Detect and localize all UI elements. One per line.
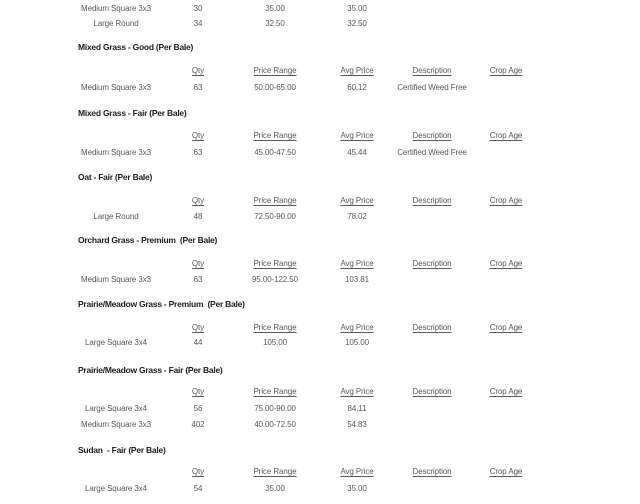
avg-price-cell: 105.00 [345,338,369,347]
avg-price-cell: 78.02 [347,212,367,221]
section-title: Mixed Grass - Fair (Per Bale) [78,108,187,118]
qty-column-header: Qty [191,387,205,396]
description-column-header: Description [412,259,452,268]
data-row [0,482,640,495]
qty-cell: 54 [193,484,203,493]
avg-price-cell: 84.11 [347,404,367,413]
item-cell: Medium Square 3x3 [81,83,151,92]
crop-age-column-header: Crop Age [489,131,523,140]
section-title-row [0,234,640,247]
crop-age-column-header: Crop Age [489,259,523,268]
price-range-column-header: Price Range [253,467,297,476]
section-title-row [0,41,640,54]
price-range-cell: 105.00 [263,338,287,347]
section-title: Prairie/Meadow Grass - Premium (Per Bale) [78,299,245,309]
qty-cell: 402 [191,420,205,429]
avg-price-cell: 45.44 [347,148,367,157]
avg-price-cell: 103.81 [345,275,369,284]
qty-cell: 34 [193,19,203,28]
price-range-column-header: Price Range [253,259,297,268]
avg-price-cell: 54.83 [347,420,367,429]
price-range-column-header: Price Range [253,66,297,75]
avg-price-cell: 60.12 [347,83,367,92]
section-title: Sudan - Fair (Per Bale) [78,445,166,455]
crop-age-column-header: Crop Age [489,467,523,476]
price-range-column-header: Price Range [253,131,297,140]
avg-price-cell: 32.50 [347,19,367,28]
section-title-row [0,298,640,311]
section-title: Oat - Fair (Per Bale) [78,172,153,182]
data-row [0,336,640,349]
price-range-column-header: Price Range [253,323,297,332]
crop-age-column-header: Crop Age [489,196,523,205]
description-column-header: Description [412,323,452,332]
data-row [0,146,640,159]
data-row [0,273,640,286]
column-header-row [0,465,640,478]
avg-price-column-header: Avg Price [340,131,374,140]
qty-column-header: Qty [191,259,205,268]
avg-price-cell: 35.00 [347,4,367,13]
item-cell: Large Square 3x4 [84,404,148,413]
column-header-row [0,129,640,142]
description-column-header: Description [412,387,452,396]
qty-cell: 44 [193,338,203,347]
qty-column-header: Qty [191,196,205,205]
price-range-cell: 35.00 [265,484,285,493]
item-cell: Medium Square 3x3 [81,148,151,157]
section-title: Prairie/Meadow Grass - Fair (Per Bale) [78,365,223,375]
description-column-header: Description [412,196,452,205]
avg-price-cell: 35.00 [347,484,367,493]
price-range-cell: 32.50 [265,19,285,28]
price-range-cell: 72.50-90.00 [254,212,296,221]
item-cell: Medium Square 3x3 [81,275,151,284]
qty-cell: 48 [193,212,203,221]
avg-price-column-header: Avg Price [340,196,374,205]
avg-price-column-header: Avg Price [340,387,374,396]
data-row [0,418,640,431]
price-range-cell: 45.00-47.50 [254,148,296,157]
avg-price-column-header: Avg Price [340,467,374,476]
qty-cell: 63 [193,275,203,284]
price-range-cell: 95.00-122.50 [252,275,298,284]
item-cell: Medium Square 3x3 [81,4,151,13]
section-title-row [0,171,640,184]
price-range-column-header: Price Range [253,387,297,396]
column-header-row [0,321,640,334]
data-row [0,17,640,30]
qty-cell: 30 [193,4,203,13]
crop-age-column-header: Crop Age [489,387,523,396]
item-cell: Large Square 3x4 [84,484,148,493]
crop-age-column-header: Crop Age [489,66,523,75]
item-cell: Large Round [93,19,139,28]
price-range-cell: 40.00-72.50 [254,420,296,429]
description-column-header: Description [412,66,452,75]
crop-age-column-header: Crop Age [489,323,523,332]
section-title-row [0,107,640,120]
item-cell: Medium Square 3x3 [81,420,151,429]
avg-price-column-header: Avg Price [340,66,374,75]
qty-column-header: Qty [191,323,205,332]
column-header-row [0,194,640,207]
data-row [0,81,640,94]
data-row [0,2,640,15]
section-title-row [0,364,640,377]
description-column-header: Description [412,131,452,140]
avg-price-column-header: Avg Price [340,323,374,332]
qty-column-header: Qty [191,467,205,476]
description-cell: Certified Weed Free [397,148,467,157]
qty-column-header: Qty [191,66,205,75]
column-header-row [0,64,640,77]
section-title: Orchard Grass - Premium (Per Bale) [78,235,218,245]
qty-cell: 63 [193,148,203,157]
avg-price-column-header: Avg Price [340,259,374,268]
qty-column-header: Qty [191,131,205,140]
description-column-header: Description [412,467,452,476]
section-title: Mixed Grass - Good (Per Bale) [78,42,194,52]
price-range-cell: 50.00-65.00 [254,83,296,92]
qty-cell: 56 [193,404,203,413]
price-range-cell: 75.00-90.00 [254,404,296,413]
qty-cell: 63 [193,83,203,92]
item-cell: Large Round [93,212,139,221]
column-header-row [0,257,640,270]
price-range-cell: 35.00 [265,4,285,13]
data-row [0,402,640,415]
section-title-row [0,444,640,457]
price-range-column-header: Price Range [253,196,297,205]
column-header-row [0,385,640,398]
item-cell: Large Square 3x4 [84,338,148,347]
description-cell: Certified Weed Free [397,83,467,92]
data-row [0,210,640,223]
